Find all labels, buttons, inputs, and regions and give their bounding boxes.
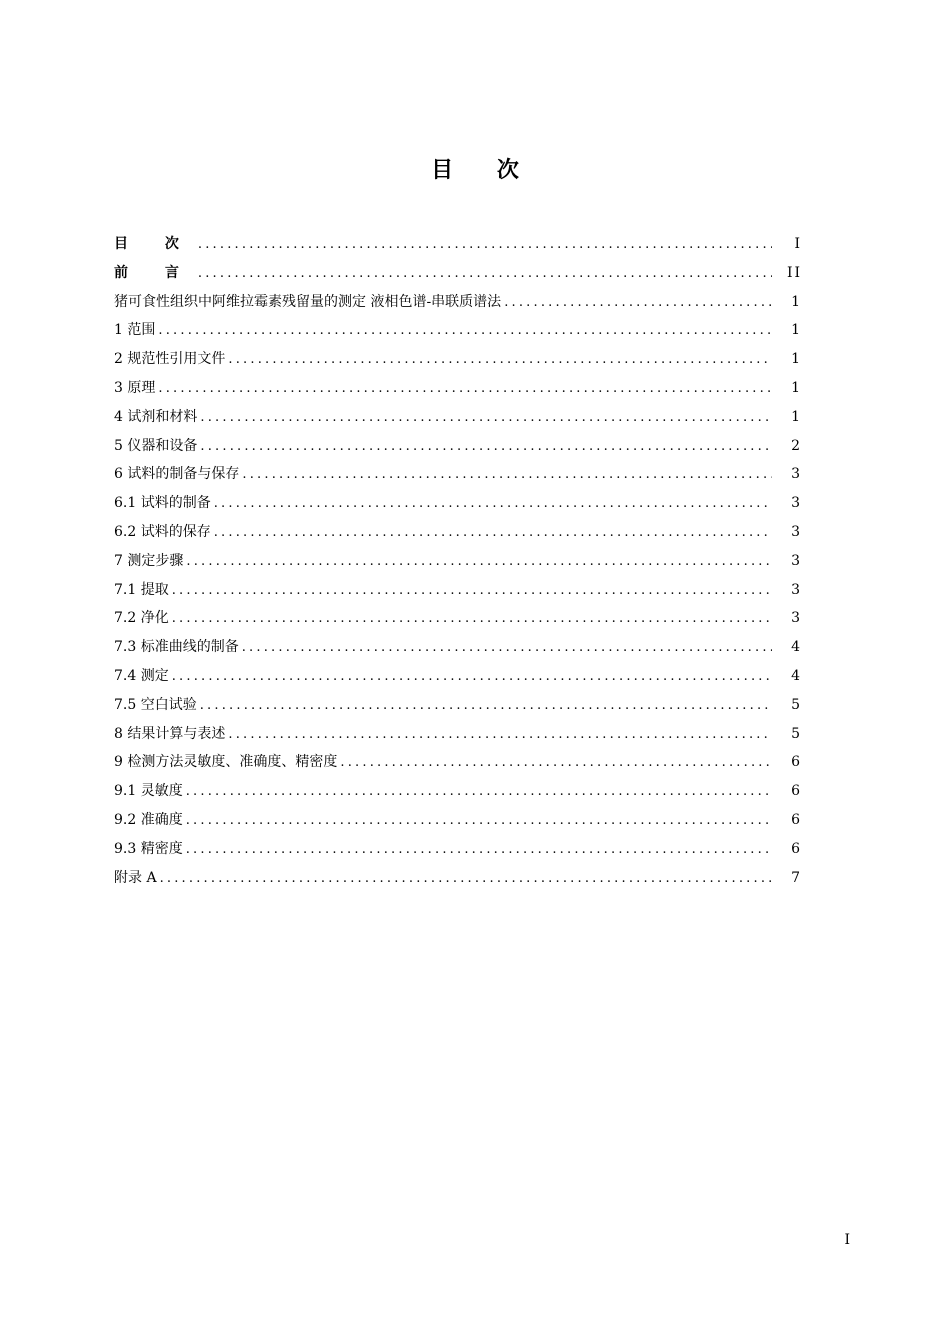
toc-entry[interactable] xyxy=(114,806,802,835)
toc-entry-page-number: 2 xyxy=(791,437,802,454)
toc-entry[interactable] xyxy=(114,460,802,489)
toc-entry[interactable] xyxy=(114,662,802,691)
toc-entry-page-number: 1 xyxy=(791,379,802,396)
toc-dot-leader xyxy=(214,519,772,548)
page-title: 目 次 xyxy=(431,158,537,183)
toc-entry-label: 猪可食性组织中阿维拉霉素残留量的测定 液相色谱-串联质谱法 xyxy=(114,293,502,310)
toc-entry-label: 前 言 xyxy=(114,264,195,281)
toc-entry[interactable] xyxy=(114,633,802,662)
toc-entry-label: 6.2 试料的保存 xyxy=(114,523,211,540)
toc-dot-leader xyxy=(172,605,772,634)
toc-entry-label: 附录 A xyxy=(114,869,157,886)
toc-entry-page-number: 3 xyxy=(791,466,802,483)
toc-entry[interactable] xyxy=(114,547,802,576)
toc-dot-leader xyxy=(186,836,772,865)
toc-dot-leader xyxy=(242,461,772,490)
toc-dot-leader xyxy=(186,807,772,836)
toc-dot-leader xyxy=(214,490,772,519)
toc-entry-page-number: 4 xyxy=(791,639,802,656)
toc-dot-leader xyxy=(172,577,772,606)
toc-entry-label: 4 试剂和材料 xyxy=(114,408,198,425)
toc-entry-page-number: 6 xyxy=(791,754,802,771)
toc-dot-leader xyxy=(158,375,772,404)
toc-entry-page-number: 1 xyxy=(791,322,802,339)
toc-dot-leader xyxy=(158,317,772,346)
toc-entry-page-number: 3 xyxy=(791,581,802,598)
toc-dot-leader xyxy=(340,749,772,778)
toc-entry-page-number: 7 xyxy=(791,869,802,886)
toc-entry-label: 3 原理 xyxy=(114,379,156,396)
toc-entry-page-number: 3 xyxy=(791,523,802,540)
toc-entry-page-number: 1 xyxy=(791,351,802,368)
toc-dot-leader xyxy=(172,663,772,692)
toc-entry-page-number: 1 xyxy=(791,408,802,425)
toc-dot-leader xyxy=(228,346,772,375)
toc-entry-page-number: 5 xyxy=(791,725,802,742)
toc-entry-page-number: 6 xyxy=(791,783,802,800)
toc-entry[interactable] xyxy=(114,288,802,317)
toc-entry[interactable] xyxy=(114,691,802,720)
toc-entry[interactable] xyxy=(114,316,802,345)
toc-entry[interactable] xyxy=(114,604,802,633)
toc-entry-label: 5 仪器和设备 xyxy=(114,437,198,454)
toc-entry[interactable] xyxy=(114,576,802,605)
toc-entry-label: 7.4 测定 xyxy=(114,667,169,684)
table-of-contents xyxy=(114,230,802,892)
toc-entry[interactable] xyxy=(114,835,802,864)
toc-entry-page-number: I xyxy=(794,236,802,252)
toc-dot-leader xyxy=(198,231,772,260)
toc-entry[interactable] xyxy=(114,259,802,288)
toc-entry[interactable] xyxy=(114,777,802,806)
toc-entry-label: 8 结果计算与表述 xyxy=(114,725,226,742)
footer-page-number: I xyxy=(844,1232,850,1248)
toc-entry-page-number: 5 xyxy=(791,696,802,713)
toc-entry-label: 9.2 准确度 xyxy=(114,811,183,828)
toc-entry-label: 6 试料的制备与保存 xyxy=(114,466,240,483)
toc-entry-page-number: 6 xyxy=(791,811,802,828)
toc-entry-label: 7.5 空白试验 xyxy=(114,696,197,713)
toc-entry-page-number: II xyxy=(786,264,802,281)
toc-entry[interactable] xyxy=(114,489,802,518)
toc-entry-label: 7 测定步骤 xyxy=(114,552,184,569)
toc-entry[interactable] xyxy=(114,864,802,893)
toc-dot-leader xyxy=(160,865,772,894)
toc-entry-page-number: 3 xyxy=(791,495,802,512)
toc-dot-leader xyxy=(228,721,772,750)
toc-dot-leader xyxy=(200,433,772,462)
toc-entry[interactable] xyxy=(114,720,802,749)
toc-dot-leader xyxy=(242,634,772,663)
toc-entry[interactable] xyxy=(114,345,802,374)
toc-entry-label: 6.1 试料的制备 xyxy=(114,495,211,512)
toc-dot-leader xyxy=(200,692,772,721)
toc-entry-page-number: 3 xyxy=(791,552,802,569)
toc-entry-label: 9.1 灵敏度 xyxy=(114,783,183,800)
toc-entry[interactable] xyxy=(114,403,802,432)
toc-dot-leader xyxy=(504,289,772,318)
toc-entry-label: 7.1 提取 xyxy=(114,581,169,598)
toc-dot-leader xyxy=(186,778,772,807)
toc-entry[interactable] xyxy=(114,518,802,547)
toc-entry[interactable] xyxy=(114,230,802,259)
toc-dot-leader xyxy=(200,404,772,433)
toc-entry-page-number: 6 xyxy=(791,840,802,857)
toc-entry-label: 7.2 净化 xyxy=(114,610,169,627)
toc-entry-label: 9 检测方法灵敏度、准确度、精密度 xyxy=(114,754,338,771)
toc-entry-label: 目 次 xyxy=(114,236,195,252)
toc-entry-label: 9.3 精密度 xyxy=(114,840,183,857)
toc-entry-page-number: 3 xyxy=(791,610,802,627)
toc-entry-label: 2 规范性引用文件 xyxy=(114,351,226,368)
toc-dot-leader xyxy=(186,548,772,577)
toc-entry-label: 1 范围 xyxy=(114,322,156,339)
toc-dot-leader xyxy=(198,260,772,289)
toc-entry[interactable] xyxy=(114,748,802,777)
toc-entry-label: 7.3 标准曲线的制备 xyxy=(114,639,239,656)
toc-entry-page-number: 1 xyxy=(791,293,802,310)
toc-entry-page-number: 4 xyxy=(791,667,802,684)
toc-entry[interactable] xyxy=(114,432,802,461)
toc-entry[interactable] xyxy=(114,374,802,403)
